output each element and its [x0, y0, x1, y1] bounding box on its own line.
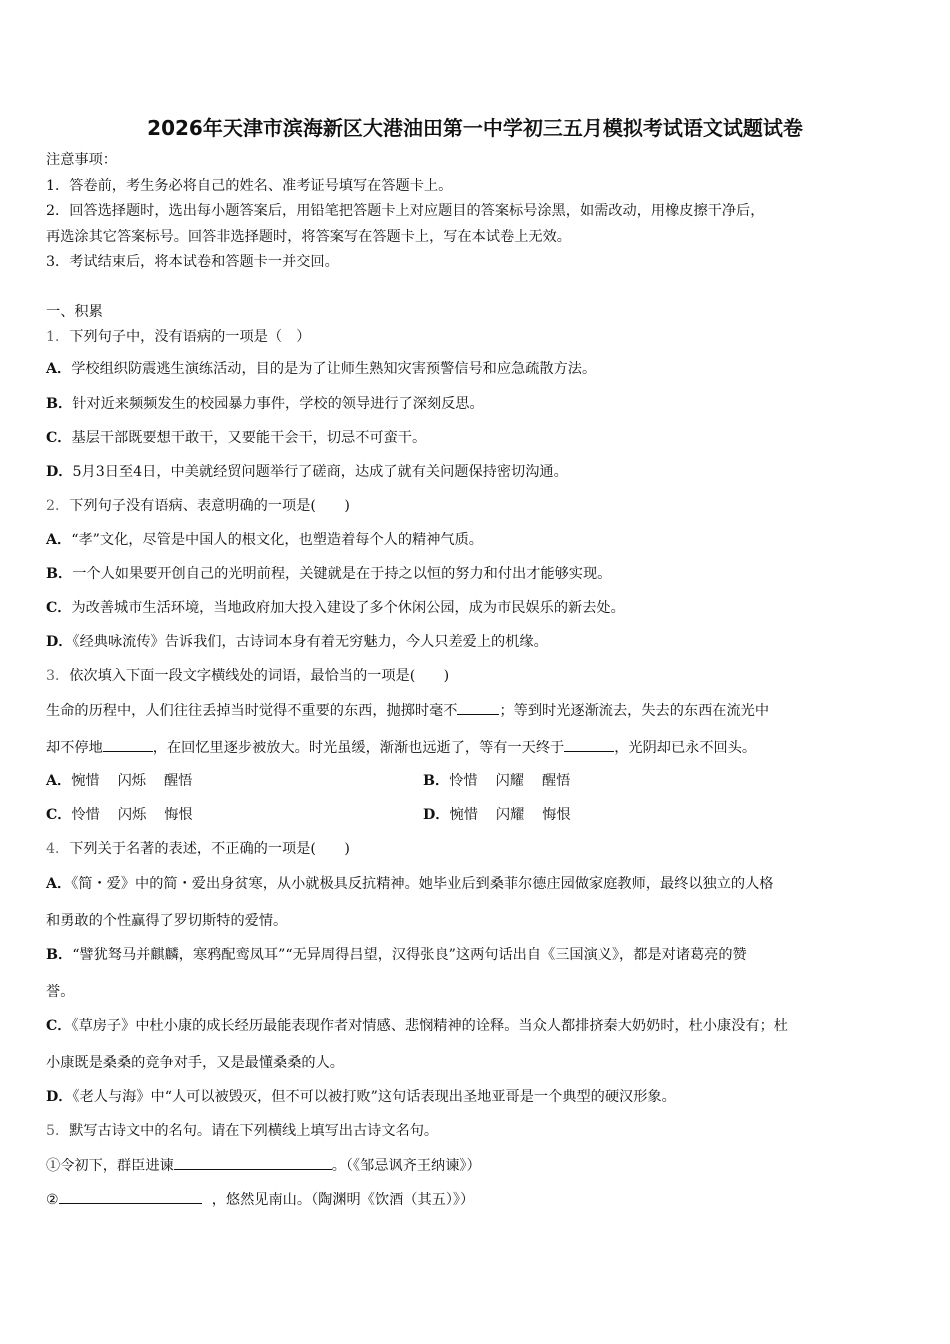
notice-item: 2．回答选择题时，选出每小题答案后，用铅笔把答题卡上对应题目的答案标号涂黑，如需改动，用橡皮擦干净后，: [46, 203, 765, 219]
question-number: 3．: [46, 668, 70, 684]
fill-blank[interactable]: [457, 700, 499, 715]
option-label: D．: [46, 464, 73, 480]
option-word: 惋惜: [71, 773, 100, 789]
option-word: 悔恨: [164, 807, 193, 823]
q1-option-a: [46, 359, 596, 379]
q3-options-row: [46, 771, 906, 791]
option-text: 《简・爱》中的简・爱出身贫寒，从小就极具反抗精神。她毕业后到桑菲尔德庄园做家庭教师，最终以独立的人格: [71, 876, 774, 892]
question-number: 2．: [46, 498, 70, 514]
option-text: 学校组织防震逃生演练活动，目的是为了让师生熟知灾害预警信号和应急疏散方法。: [71, 361, 597, 377]
option-label: D．: [46, 1089, 73, 1105]
option-label: B．: [46, 566, 73, 582]
q4-option-b: [46, 945, 747, 965]
option-label: C．: [46, 600, 72, 616]
option-label: A．: [46, 773, 72, 789]
option-text: 《老人与海》中“人可以被毁灭，但不可以被打败”这句话表现出圣地亚哥是一个典型的硬汉形象。: [72, 1089, 676, 1105]
option-label: D．: [46, 634, 73, 650]
question-text: 下列关于名著的表述，不正确的一项是( ): [69, 841, 350, 857]
q2-option-c: [46, 598, 625, 618]
option-word: 闪耀: [495, 807, 525, 823]
option-word: 闪耀: [495, 773, 524, 789]
section-heading: 一、积累: [46, 304, 103, 320]
question-text: 依次填入下面一段文字横线处的词语，最恰当的一项是( ): [69, 668, 450, 684]
q5-line-1: [46, 1155, 481, 1176]
question-number: 5．: [46, 1123, 70, 1139]
q4-option-a: [46, 874, 773, 894]
poem-source: ，悠然见南山。（陶渊明《饮酒（其五）》）: [211, 1192, 475, 1208]
option-label: A．: [46, 876, 72, 892]
option-text: 5月3日至4日，中美就经贸问题举行了磋商，达成了就有关问题保持密切沟通。: [72, 464, 568, 480]
option-label: C．: [46, 430, 72, 446]
question-number: 4．: [46, 841, 70, 857]
option-label: A．: [46, 532, 72, 548]
question-1-stem: [46, 327, 310, 347]
question-3-stem: [46, 666, 449, 686]
option-text: “譬犹驽马并麒麟，寒鸦配鸾凤耳”“无异周得吕望，汉得张良”这两句话出自《三国演义》，都是对诸葛亮的赞: [72, 947, 747, 963]
fill-blank[interactable]: [59, 1189, 202, 1204]
q3-passage-line: [46, 737, 756, 758]
poem-source: 。（《邹忌讽齐王纳谏》）: [331, 1158, 481, 1174]
option-text: 《草房子》中杜小康的成长经历最能表现作者对情感、悲悯精神的诠释。当众人都排挤秦大奶奶时，杜小康没有；杜: [71, 1018, 788, 1034]
option-label: B．: [46, 396, 73, 412]
notice-item: 3．考试结束后，将本试卷和答题卡一并交回。: [46, 254, 339, 270]
q1-option-c: [46, 428, 426, 448]
fill-blank[interactable]: [103, 737, 153, 752]
q2-option-d: [46, 632, 548, 652]
passage-text: ，在回忆里逐步被放大。时光虽缓，渐渐也远逝了，等有一天终于: [152, 740, 565, 756]
question-text: 默写古诗文中的名句。请在下列横线上填写出古诗文名句。: [69, 1123, 439, 1139]
option-text: 为改善城市生活环境，当地政府加大投入建设了多个休闲公园，成为市民娱乐的新去处。: [71, 600, 625, 616]
passage-text: 生命的历程中，人们往往丢掉当时觉得不重要的东西，抛掷时毫不: [46, 703, 458, 719]
q4-option-c-cont: 小康既是桑桑的竞争对手，又是最懂桑桑的人。: [46, 1055, 344, 1071]
q4-option-b-cont: 誉。: [46, 984, 75, 1000]
notice-heading: 注意事项：: [46, 152, 117, 168]
q4-option-d: [46, 1087, 676, 1107]
option-label: A．: [46, 361, 72, 377]
option-text: 基层干部既要想干敢干，又要能干会干，切忌不可蛮干。: [71, 430, 427, 446]
fill-blank[interactable]: [174, 1155, 332, 1170]
option-word: 醒悟: [541, 773, 571, 789]
passage-text: ；等到时光逐渐流去，失去的东西在流光中: [499, 703, 770, 719]
q3-option-b: [423, 771, 570, 791]
option-word: 闪烁: [117, 807, 147, 823]
option-label: B．: [46, 947, 73, 963]
option-word: 怜惜: [449, 773, 478, 789]
question-text: 下列句子中，没有语病的一项是（ ）: [69, 329, 311, 345]
q2-option-b: [46, 564, 611, 584]
option-text: 一个人如果要开创自己的光明前程，关键就是在于持之以恒的努力和付出才能够实现。: [72, 566, 612, 582]
notice-item: 1．答卷前，考生务必将自己的姓名、准考证号填写在答题卡上。: [46, 178, 453, 194]
q4-option-a-cont: 和勇敢的个性赢得了罗切斯特的爱情。: [46, 913, 288, 929]
q3-option-a: [46, 773, 192, 789]
q3-options-row: [46, 805, 906, 825]
option-label: C．: [46, 1018, 72, 1034]
q2-option-a: [46, 530, 483, 550]
option-label: C．: [46, 807, 72, 823]
q1-option-d: [46, 462, 568, 482]
question-text: 下列句子没有语病、表意明确的一项是( ): [69, 498, 350, 514]
q3-option-c: [46, 807, 193, 823]
question-2-stem: [46, 496, 350, 516]
q5-line-2: [46, 1189, 474, 1210]
option-text: “孝”文化，尽管是中国人的根文化，也塑造着每个人的精神气质。: [71, 532, 483, 548]
q3-option-d: [423, 805, 571, 825]
question-number: 1．: [46, 329, 70, 345]
option-text: 针对近来频频发生的校园暴力事件，学校的领导进行了深刻反思。: [72, 396, 484, 412]
option-text: 《经典咏流传》告诉我们，古诗词本身有着无穷魅力，今人只差爱上的机缘。: [72, 634, 548, 650]
q1-option-b: [46, 394, 484, 414]
passage-text: 却不停地: [46, 740, 103, 756]
poem-text: ②: [46, 1192, 59, 1208]
poem-text: ①令初下，群臣进谏: [46, 1158, 174, 1174]
q3-passage-line: [46, 700, 769, 721]
option-word: 惋惜: [449, 807, 478, 823]
option-word: 悔恨: [542, 807, 571, 823]
question-4-stem: [46, 839, 350, 859]
option-label: B．: [423, 773, 450, 789]
option-word: 怜惜: [71, 807, 100, 823]
exam-title: 2026年天津市滨海新区大港油田第一中学初三五月模拟考试语文试题试卷: [147, 116, 803, 140]
option-label: D．: [423, 807, 450, 823]
q4-option-c: [46, 1016, 788, 1036]
option-word: 闪烁: [117, 773, 146, 789]
fill-blank[interactable]: [564, 737, 614, 752]
notice-item: 再选涂其它答案标号。回答非选择题时，将答案写在答题卡上，写在本试卷上无效。: [46, 229, 571, 245]
option-word: 醒悟: [163, 773, 193, 789]
passage-text: ，光阴却已永不回头。: [614, 740, 757, 756]
question-5-stem: [46, 1121, 438, 1141]
